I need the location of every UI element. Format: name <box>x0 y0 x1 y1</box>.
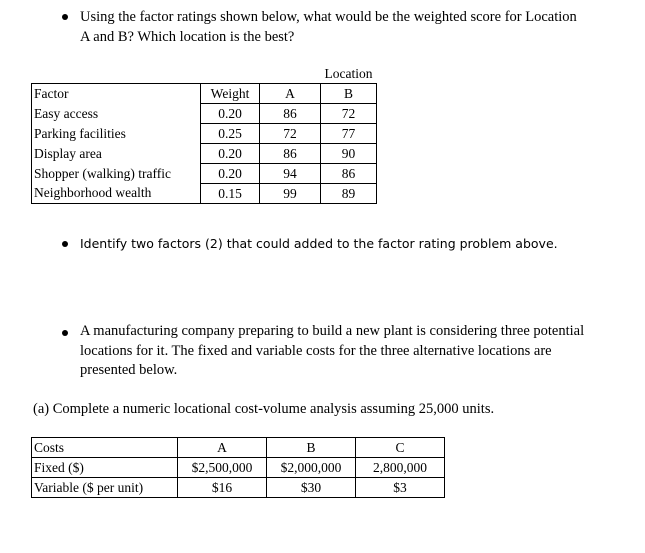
question-1-line-2: A and B? Which location is the best? <box>80 29 295 45</box>
location-c-cell: $3 <box>356 478 445 498</box>
location-a-cell: $16 <box>178 478 267 498</box>
location-a-header: A <box>178 438 267 458</box>
bullet-q2 <box>62 241 68 247</box>
weight-header: Weight <box>201 84 260 104</box>
location-header-row <box>32 64 377 84</box>
question-1-line-1: Using the factor ratings shown below, what would be the weighted score for Location <box>80 9 577 25</box>
location-a-cell: 99 <box>260 184 321 204</box>
location-c-header: C <box>356 438 445 458</box>
table-row <box>32 478 445 498</box>
table-row <box>32 184 377 204</box>
factor-cell: Neighborhood wealth <box>32 184 201 204</box>
weight-cell: 0.20 <box>201 144 260 164</box>
location-a-cell: 86 <box>260 144 321 164</box>
cost-label-cell: Variable ($ per unit) <box>32 478 178 498</box>
location-a-cell: 72 <box>260 124 321 144</box>
location-c-cell: 2,800,000 <box>356 458 445 478</box>
question-1 <box>80 7 577 47</box>
factor-cell: Easy access <box>32 104 201 124</box>
weight-cell: 0.15 <box>201 184 260 204</box>
question-3-line-2: locations for it. The fixed and variable costs for the three alternative locations are <box>80 342 552 359</box>
cost-label-cell: Fixed ($) <box>32 458 178 478</box>
factor-cell: Display area <box>32 144 201 164</box>
question-3-line-3: presented below. <box>80 362 178 378</box>
factor-header: Factor <box>32 84 201 104</box>
table-row <box>32 144 377 164</box>
location-b-cell: 86 <box>321 164 377 184</box>
bullet-q3 <box>62 330 68 336</box>
location-a-header: A <box>260 84 321 104</box>
table-row <box>32 458 445 478</box>
table-row <box>32 104 377 124</box>
question-2: Identify two factors (2) that could added to the factor rating problem above. <box>80 236 558 251</box>
bullet-q1 <box>62 14 68 20</box>
table-row <box>32 164 377 184</box>
part-a-instruction: (a) Complete a numeric locational cost-volume analysis assuming 25,000 units. <box>33 401 495 417</box>
location-b-cell: 77 <box>321 124 377 144</box>
factor-cell: Parking facilities <box>32 124 201 144</box>
cost-header-row <box>32 438 445 458</box>
cost-table <box>31 437 445 498</box>
location-a-cell: 86 <box>260 104 321 124</box>
weight-cell: 0.20 <box>201 164 260 184</box>
factor-cell: Shopper (walking) traffic <box>32 164 201 184</box>
location-b-cell: $2,000,000 <box>267 458 356 478</box>
location-label: Location <box>324 65 373 81</box>
location-b-cell: 90 <box>321 144 377 164</box>
costs-header: Costs <box>32 438 178 458</box>
table-row <box>32 124 377 144</box>
location-b-header: B <box>267 438 356 458</box>
factor-header-row <box>32 84 377 104</box>
location-b-cell: $30 <box>267 478 356 498</box>
location-b-cell: 72 <box>321 104 377 124</box>
location-b-cell: 89 <box>321 184 377 204</box>
location-a-cell: 94 <box>260 164 321 184</box>
question-3 <box>80 322 584 381</box>
weight-cell: 0.20 <box>201 104 260 124</box>
question-3-line-1: A manufacturing company preparing to build a new plant is considering three potential <box>80 323 585 339</box>
weight-cell: 0.25 <box>201 124 260 144</box>
location-a-cell: $2,500,000 <box>178 458 267 478</box>
location-b-header: B <box>321 84 377 104</box>
factor-rating-table <box>31 64 377 204</box>
